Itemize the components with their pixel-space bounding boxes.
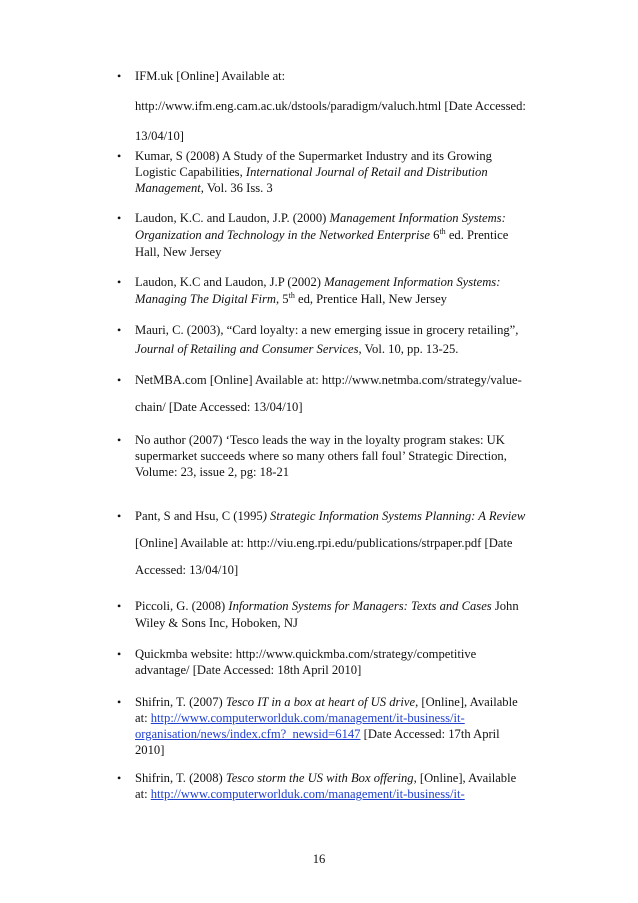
- italic-title: Management,: [135, 181, 204, 195]
- reference-line: [135, 399, 303, 415]
- bullet-icon: •: [117, 323, 122, 337]
- reference-line: [135, 448, 507, 464]
- italic-title: International Journal of Retail and Distribution: [245, 165, 488, 179]
- bullet-icon: •: [117, 69, 122, 83]
- reference-line: [135, 508, 525, 524]
- reference-line: [135, 322, 518, 338]
- ordinal-suffix: th: [288, 291, 295, 300]
- reference-text: supermarket succeeds where so many others fall foul’ Strategic Direction,: [135, 449, 507, 463]
- reference-line: [135, 535, 512, 551]
- reference-line: [135, 646, 476, 662]
- reference-line: [135, 227, 508, 243]
- reference-text: chain/ [Date Accessed: 13/04/10]: [135, 400, 303, 414]
- reference-text: at:: [135, 787, 151, 801]
- italic-title: Information Systems for Managers: Texts and Cases: [228, 599, 492, 613]
- reference-text: Laudon, K.C. and Laudon, J.P. (2000): [135, 211, 330, 225]
- reference-text: NetMBA.com [Online] Available at: http://www.netmba.com/strategy/value-: [135, 373, 522, 387]
- reference-text: Hall, New Jersey: [135, 245, 222, 259]
- reference-line: [135, 694, 518, 710]
- italic-title: Tesco storm the US with Box offering: [225, 771, 414, 785]
- reference-text: advantage/ [Date Accessed: 18th April 2010]: [135, 663, 362, 677]
- bullet-icon: •: [117, 275, 122, 289]
- reference-line: [135, 372, 522, 388]
- reference-text: Vol. 36 Iss. 3: [203, 181, 273, 195]
- reference-line: [135, 598, 519, 614]
- ordinal-suffix: th: [439, 227, 446, 236]
- reference-text: Quickmba website: http://www.quickmba.com/strategy/competitive: [135, 647, 477, 661]
- italic-title: Managing The Digital Firm,: [135, 292, 280, 306]
- bullet-icon: •: [117, 509, 122, 523]
- bullet-icon: •: [117, 149, 122, 163]
- reference-line: [135, 341, 458, 357]
- reference-link[interactable]: organisation/news/index.cfm?_newsid=6147: [135, 727, 361, 741]
- bullet-icon: •: [117, 695, 122, 709]
- reference-link[interactable]: http://www.computerworlduk.com/management/it-business/it-: [150, 711, 465, 725]
- reference-text: Volume: 23, issue 2, pg: 18-21: [135, 465, 290, 479]
- reference-text: at:: [135, 711, 151, 725]
- bullet-icon: •: [117, 433, 122, 447]
- reference-text: , [Online], Available: [413, 771, 517, 785]
- reference-text: Shifrin, T. (2008): [135, 771, 226, 785]
- reference-line: [135, 786, 465, 802]
- reference-text: Mauri, C. (2003), “Card loyalty: a new emerging issue in grocery retailing”,: [135, 323, 519, 337]
- reference-line: [135, 742, 164, 758]
- reference-text: 6: [430, 228, 440, 242]
- reference-line: [135, 128, 184, 144]
- reference-line: [135, 615, 298, 631]
- reference-line: [135, 98, 526, 114]
- italic-title: Organization and Technology in the Networked Enterprise: [135, 228, 430, 242]
- bullet-icon: •: [117, 599, 122, 613]
- reference-text: , [Online], Available: [415, 695, 518, 709]
- reference-text: [Online] Available at: http://viu.eng.rpi.edu/publications/strpaper.pdf [Date: [135, 536, 513, 550]
- page-number: 16: [312, 852, 326, 866]
- reference-text: 5: [279, 292, 289, 306]
- italic-title: Management Information Systems:: [329, 211, 506, 225]
- reference-text: IFM.uk [Online] Available at:: [135, 69, 286, 83]
- reference-line: [135, 291, 447, 307]
- reference-text: John: [491, 599, 519, 613]
- reference-text: [Date Accessed: 17th April: [360, 727, 500, 741]
- reference-line: [135, 710, 465, 726]
- reference-line: [135, 210, 506, 226]
- bullet-icon: •: [117, 771, 122, 785]
- reference-link[interactable]: http://www.computerworlduk.com/management/it-business/it-: [150, 787, 465, 801]
- reference-text: Accessed: 13/04/10]: [135, 563, 239, 577]
- reference-line: [135, 562, 238, 578]
- reference-line: [135, 244, 221, 260]
- reference-text: Wiley & Sons Inc, Hoboken, NJ: [135, 616, 298, 630]
- reference-text: Pant, S and Hsu, C (1995: [135, 509, 263, 523]
- italic-title: Journal of Retailing and Consumer Services: [135, 342, 359, 356]
- bullet-icon: •: [117, 373, 122, 387]
- reference-text: http://www.ifm.eng.cam.ac.uk/dstools/paradigm/valuch.html [Date Accessed:: [135, 99, 526, 113]
- reference-text: Logistic Capabilities,: [135, 165, 246, 179]
- reference-line: [135, 180, 273, 196]
- reference-text: , Vol. 10, pp. 13-25.: [358, 342, 459, 356]
- bullet-icon: •: [117, 211, 122, 225]
- reference-line: [135, 432, 505, 448]
- reference-line: [135, 464, 289, 480]
- reference-line: [135, 662, 361, 678]
- italic-title: ) Strategic Information Systems Planning: A Review: [262, 509, 526, 523]
- reference-line: [135, 726, 500, 742]
- reference-line: [135, 274, 500, 290]
- reference-text: Kumar, S (2008) A Study of the Supermarket Industry and its Growing: [135, 149, 492, 163]
- reference-line: [135, 148, 492, 164]
- reference-text: No author (2007) ‘Tesco leads the way in the loyalty program stakes: UK: [135, 433, 505, 447]
- reference-text: Laudon, K.C and Laudon, J.P (2002): [135, 275, 325, 289]
- reference-line: [135, 164, 488, 180]
- reference-text: ed. Prentice: [445, 228, 509, 242]
- reference-text: Shifrin, T. (2007): [135, 695, 226, 709]
- reference-text: 2010]: [135, 743, 165, 757]
- bullet-icon: •: [117, 647, 122, 661]
- reference-line: [135, 68, 285, 84]
- reference-text: ed, Prentice Hall, New Jersey: [294, 292, 447, 306]
- reference-text: Piccoli, G. (2008): [135, 599, 229, 613]
- italic-title: Management Information Systems:: [324, 275, 501, 289]
- italic-title: Tesco IT in a box at heart of US drive: [225, 695, 416, 709]
- reference-text: 13/04/10]: [135, 129, 184, 143]
- reference-line: [135, 770, 516, 786]
